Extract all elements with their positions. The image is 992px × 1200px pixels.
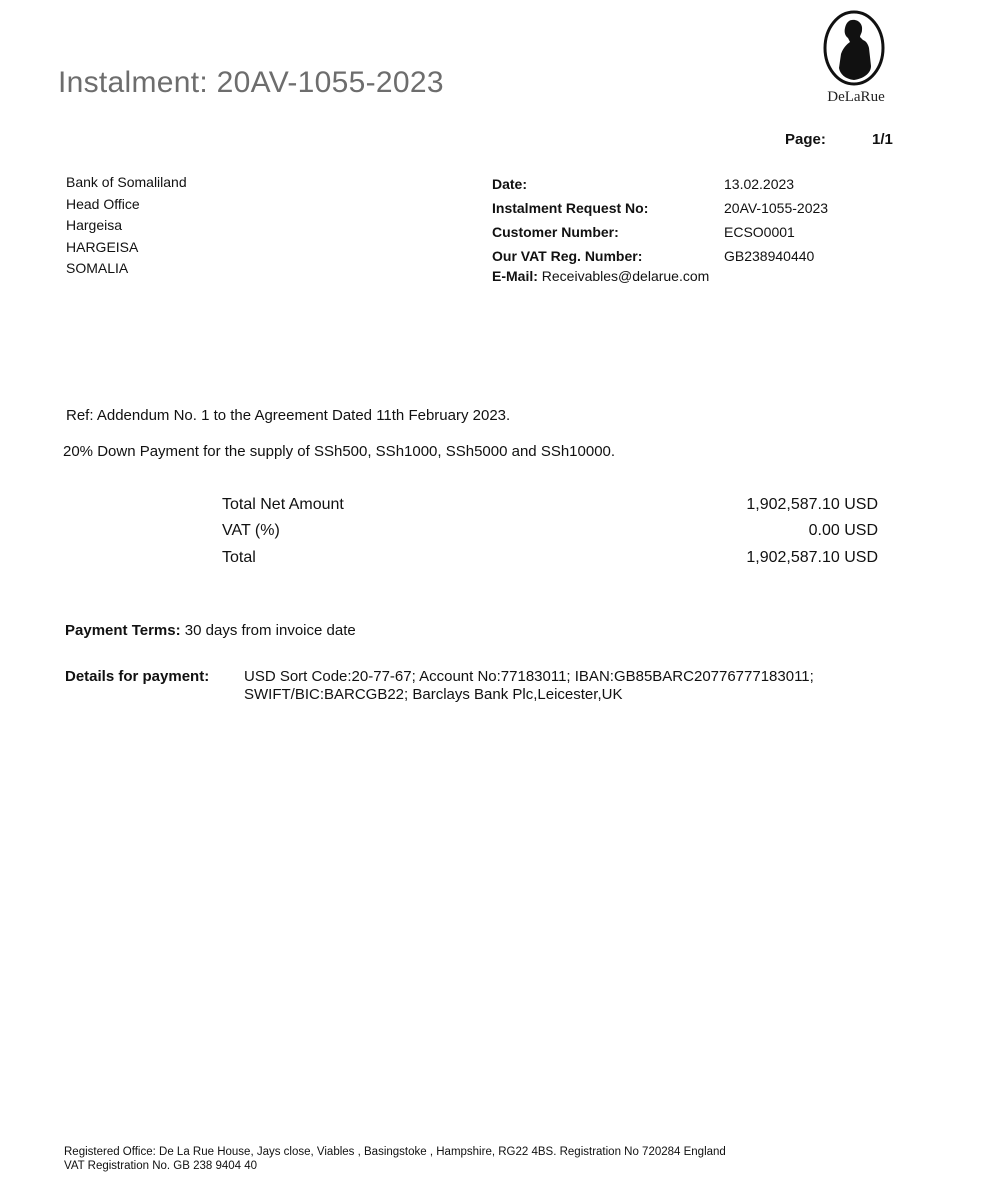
footer-registered-office: Registered Office: De La Rue House, Jays close, Viables , Basingstoke , Hampshire, RG22 4BS. Registration No 720284 England bbox=[64, 1146, 726, 1158]
company-logo bbox=[808, 8, 904, 108]
payment-terms-label: Payment Terms: bbox=[65, 622, 181, 639]
payment-details-line: USD Sort Code:20-77-67; Account No:77183011; IBAN:GB85BARC20776777183011; bbox=[244, 668, 814, 685]
address-line: Bank of Somaliland bbox=[66, 174, 187, 190]
payment-details-value bbox=[244, 668, 814, 704]
payment-details-line: SWIFT/BIC:BARCGB22; Barclays Bank Plc,Leicester,UK bbox=[244, 686, 623, 703]
footer-vat-registration: VAT Registration No. GB 238 9404 40 bbox=[64, 1160, 258, 1172]
address-line: HARGEISA bbox=[66, 238, 139, 255]
info-labels bbox=[492, 172, 648, 268]
instalment-request-label: Instalment Request No: bbox=[492, 200, 649, 216]
customer-number-value: ECSO0001 bbox=[724, 224, 795, 240]
reference-line: Ref: Addendum No. 1 to the Agreement Dated 11th February 2023. bbox=[66, 407, 511, 424]
portrait-silhouette-icon bbox=[822, 8, 886, 88]
logo-wordmark: DeLaRue bbox=[827, 89, 885, 105]
payment-terms bbox=[65, 622, 356, 639]
customer-number-label: Customer Number: bbox=[492, 224, 619, 240]
footer bbox=[64, 1145, 726, 1173]
date-value: 13.02.2023 bbox=[724, 176, 795, 192]
payment-terms-value: 30 days from invoice date bbox=[184, 622, 356, 639]
description-line: 20% Down Payment for the supply of SSh500, SSh1000, SSh5000 and SSh10000. bbox=[63, 443, 616, 460]
page-label: Page: bbox=[785, 131, 826, 148]
info-values bbox=[724, 172, 828, 268]
vat-label: VAT (%) bbox=[222, 522, 280, 539]
total-net-amount-label: Total Net Amount bbox=[222, 496, 344, 513]
total-net-amount-value: 1,902,587.10 USD bbox=[746, 496, 878, 513]
email-row bbox=[492, 268, 709, 284]
vat-reg-value: GB238940440 bbox=[724, 248, 815, 264]
email-value: Receivables@delarue.com bbox=[541, 268, 710, 284]
vat-reg-label: Our VAT Reg. Number: bbox=[492, 248, 643, 264]
payment-details-label: Details for payment: bbox=[65, 668, 210, 685]
total-label: Total bbox=[222, 549, 256, 566]
address-line: Hargeisa bbox=[66, 217, 123, 233]
instalment-request-value: 20AV-1055-2023 bbox=[724, 200, 829, 216]
address-line: Head Office bbox=[66, 195, 140, 212]
document-title: Instalment: 20AV-1055-2023 bbox=[58, 66, 444, 99]
total-value: 1,902,587.10 USD bbox=[746, 549, 878, 566]
recipient-address bbox=[66, 172, 187, 280]
page-number: 1/1 bbox=[872, 131, 893, 148]
address-line: SOMALIA bbox=[66, 260, 129, 276]
vat-value: 0.00 USD bbox=[808, 522, 878, 539]
date-label: Date: bbox=[492, 176, 528, 192]
email-label: E-Mail: bbox=[492, 268, 538, 284]
